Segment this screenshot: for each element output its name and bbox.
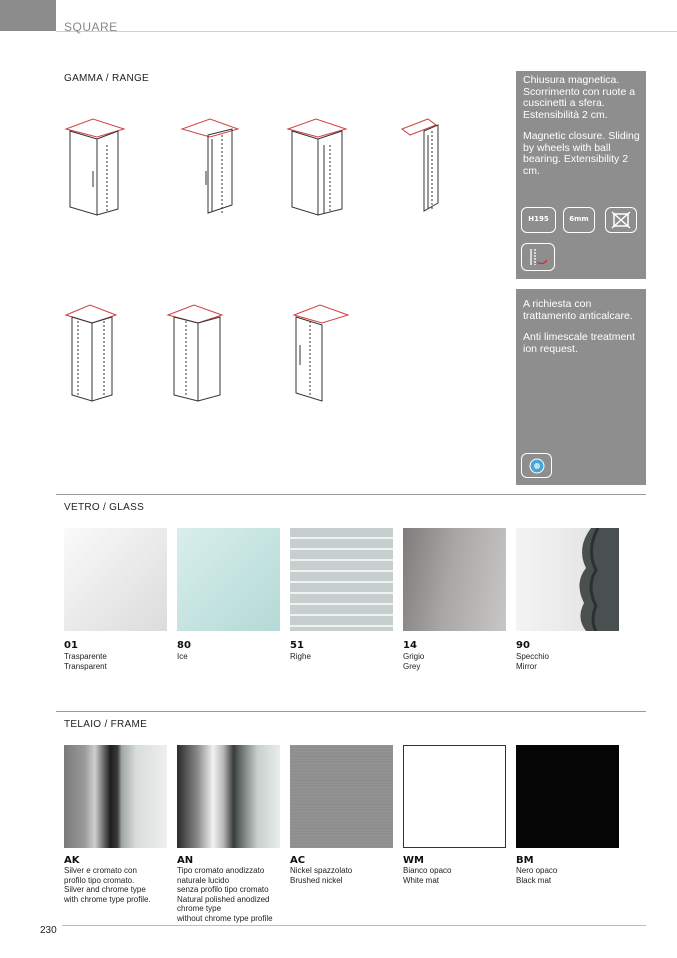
info-text-it: Chiusura magnetica. Scorrimento con ruote a cuscinetti a sfera. Estensibilità 2 cm. — [523, 74, 636, 121]
header-divider — [56, 31, 677, 32]
enclosure-drawing-1 — [66, 119, 124, 215]
glass-swatch-stripes — [290, 528, 393, 631]
anticalc-text-en: Anti limescale treatment ion request. — [523, 331, 636, 355]
enclosure-drawing-7 — [294, 305, 348, 401]
glass-desc-90: Specchio Mirror — [516, 652, 549, 671]
anti-limescale-icon — [521, 453, 552, 478]
glass-desc-80: Ice — [177, 652, 188, 661]
glass-code-01: 01 — [64, 640, 78, 651]
enclosure-drawing-5 — [66, 305, 116, 401]
glass-title: VETRO / GLASS — [64, 502, 145, 513]
range-title: GAMMA / RANGE — [64, 73, 150, 84]
range-drawings — [60, 115, 440, 415]
enclosure-drawing-6 — [168, 305, 222, 401]
anticalc-text-it: A richiesta con trattamento anticalcare. — [523, 298, 633, 322]
glass-swatch-grey — [403, 528, 506, 631]
frame-swatch-an — [177, 745, 280, 848]
height-badge: H195 — [521, 207, 556, 233]
glass-code-90: 90 — [516, 640, 530, 651]
mirror-reflection-icon — [516, 528, 619, 631]
info-box-anticalc — [516, 289, 646, 485]
glass-swatch-ice — [177, 528, 280, 631]
glass-desc-51: Righe — [290, 652, 311, 661]
frame-desc-ac: Nickel spazzolato Brushed nickel — [290, 866, 353, 885]
frame-code-ac: AC — [290, 855, 306, 866]
frame-swatch-ak — [64, 745, 167, 848]
thickness-badge: 6mm — [563, 207, 595, 233]
frame-swatch-wm — [403, 745, 506, 848]
frame-desc-an: Tipo cromato anodizzato naturale lucido senza profilo tipo cromato Natural polished anodized chrome type without chrome type profile — [177, 866, 273, 923]
no-drill-icon — [605, 207, 637, 233]
info-text-en: Magnetic closure. Sliding by wheels with ball bearing. Extensibility 2 cm. — [523, 130, 640, 177]
frame-code-ak: AK — [64, 855, 80, 866]
series-title: SQUARE — [64, 20, 118, 34]
frame-swatch-ac — [290, 745, 393, 848]
sliding-wheel-icon — [521, 243, 555, 271]
frame-code-bm: BM — [516, 855, 534, 866]
footer-divider — [62, 925, 646, 926]
glass-code-80: 80 — [177, 640, 191, 651]
glass-divider — [56, 494, 646, 495]
frame-code-wm: WM — [403, 855, 424, 866]
frame-swatch-bm — [516, 745, 619, 848]
glass-swatch-mirror — [516, 528, 619, 631]
page-number: 230 — [40, 925, 57, 936]
glass-code-51: 51 — [290, 640, 304, 651]
frame-divider — [56, 711, 646, 712]
enclosure-drawing-3 — [288, 119, 346, 215]
glass-desc-01: Trasparente Transparent — [64, 652, 107, 671]
info-box-magnetic — [516, 71, 646, 279]
frame-code-an: AN — [177, 855, 194, 866]
frame-desc-ak: Silver e cromato con profilo tipo cromato. Silver and chrome type with chrome type profile. — [64, 866, 151, 904]
glass-desc-14: Grigio Grey — [403, 652, 425, 671]
header-tab — [0, 0, 56, 31]
glass-code-14: 14 — [403, 640, 417, 651]
frame-desc-bm: Nero opaco Black mat — [516, 866, 558, 885]
enclosure-drawing-2 — [182, 119, 238, 215]
glass-swatch-transparent — [64, 528, 167, 631]
frame-title: TELAIO / FRAME — [64, 719, 148, 730]
frame-desc-wm: Bianco opaco White mat — [403, 866, 452, 885]
enclosure-drawing-4 — [402, 119, 438, 211]
